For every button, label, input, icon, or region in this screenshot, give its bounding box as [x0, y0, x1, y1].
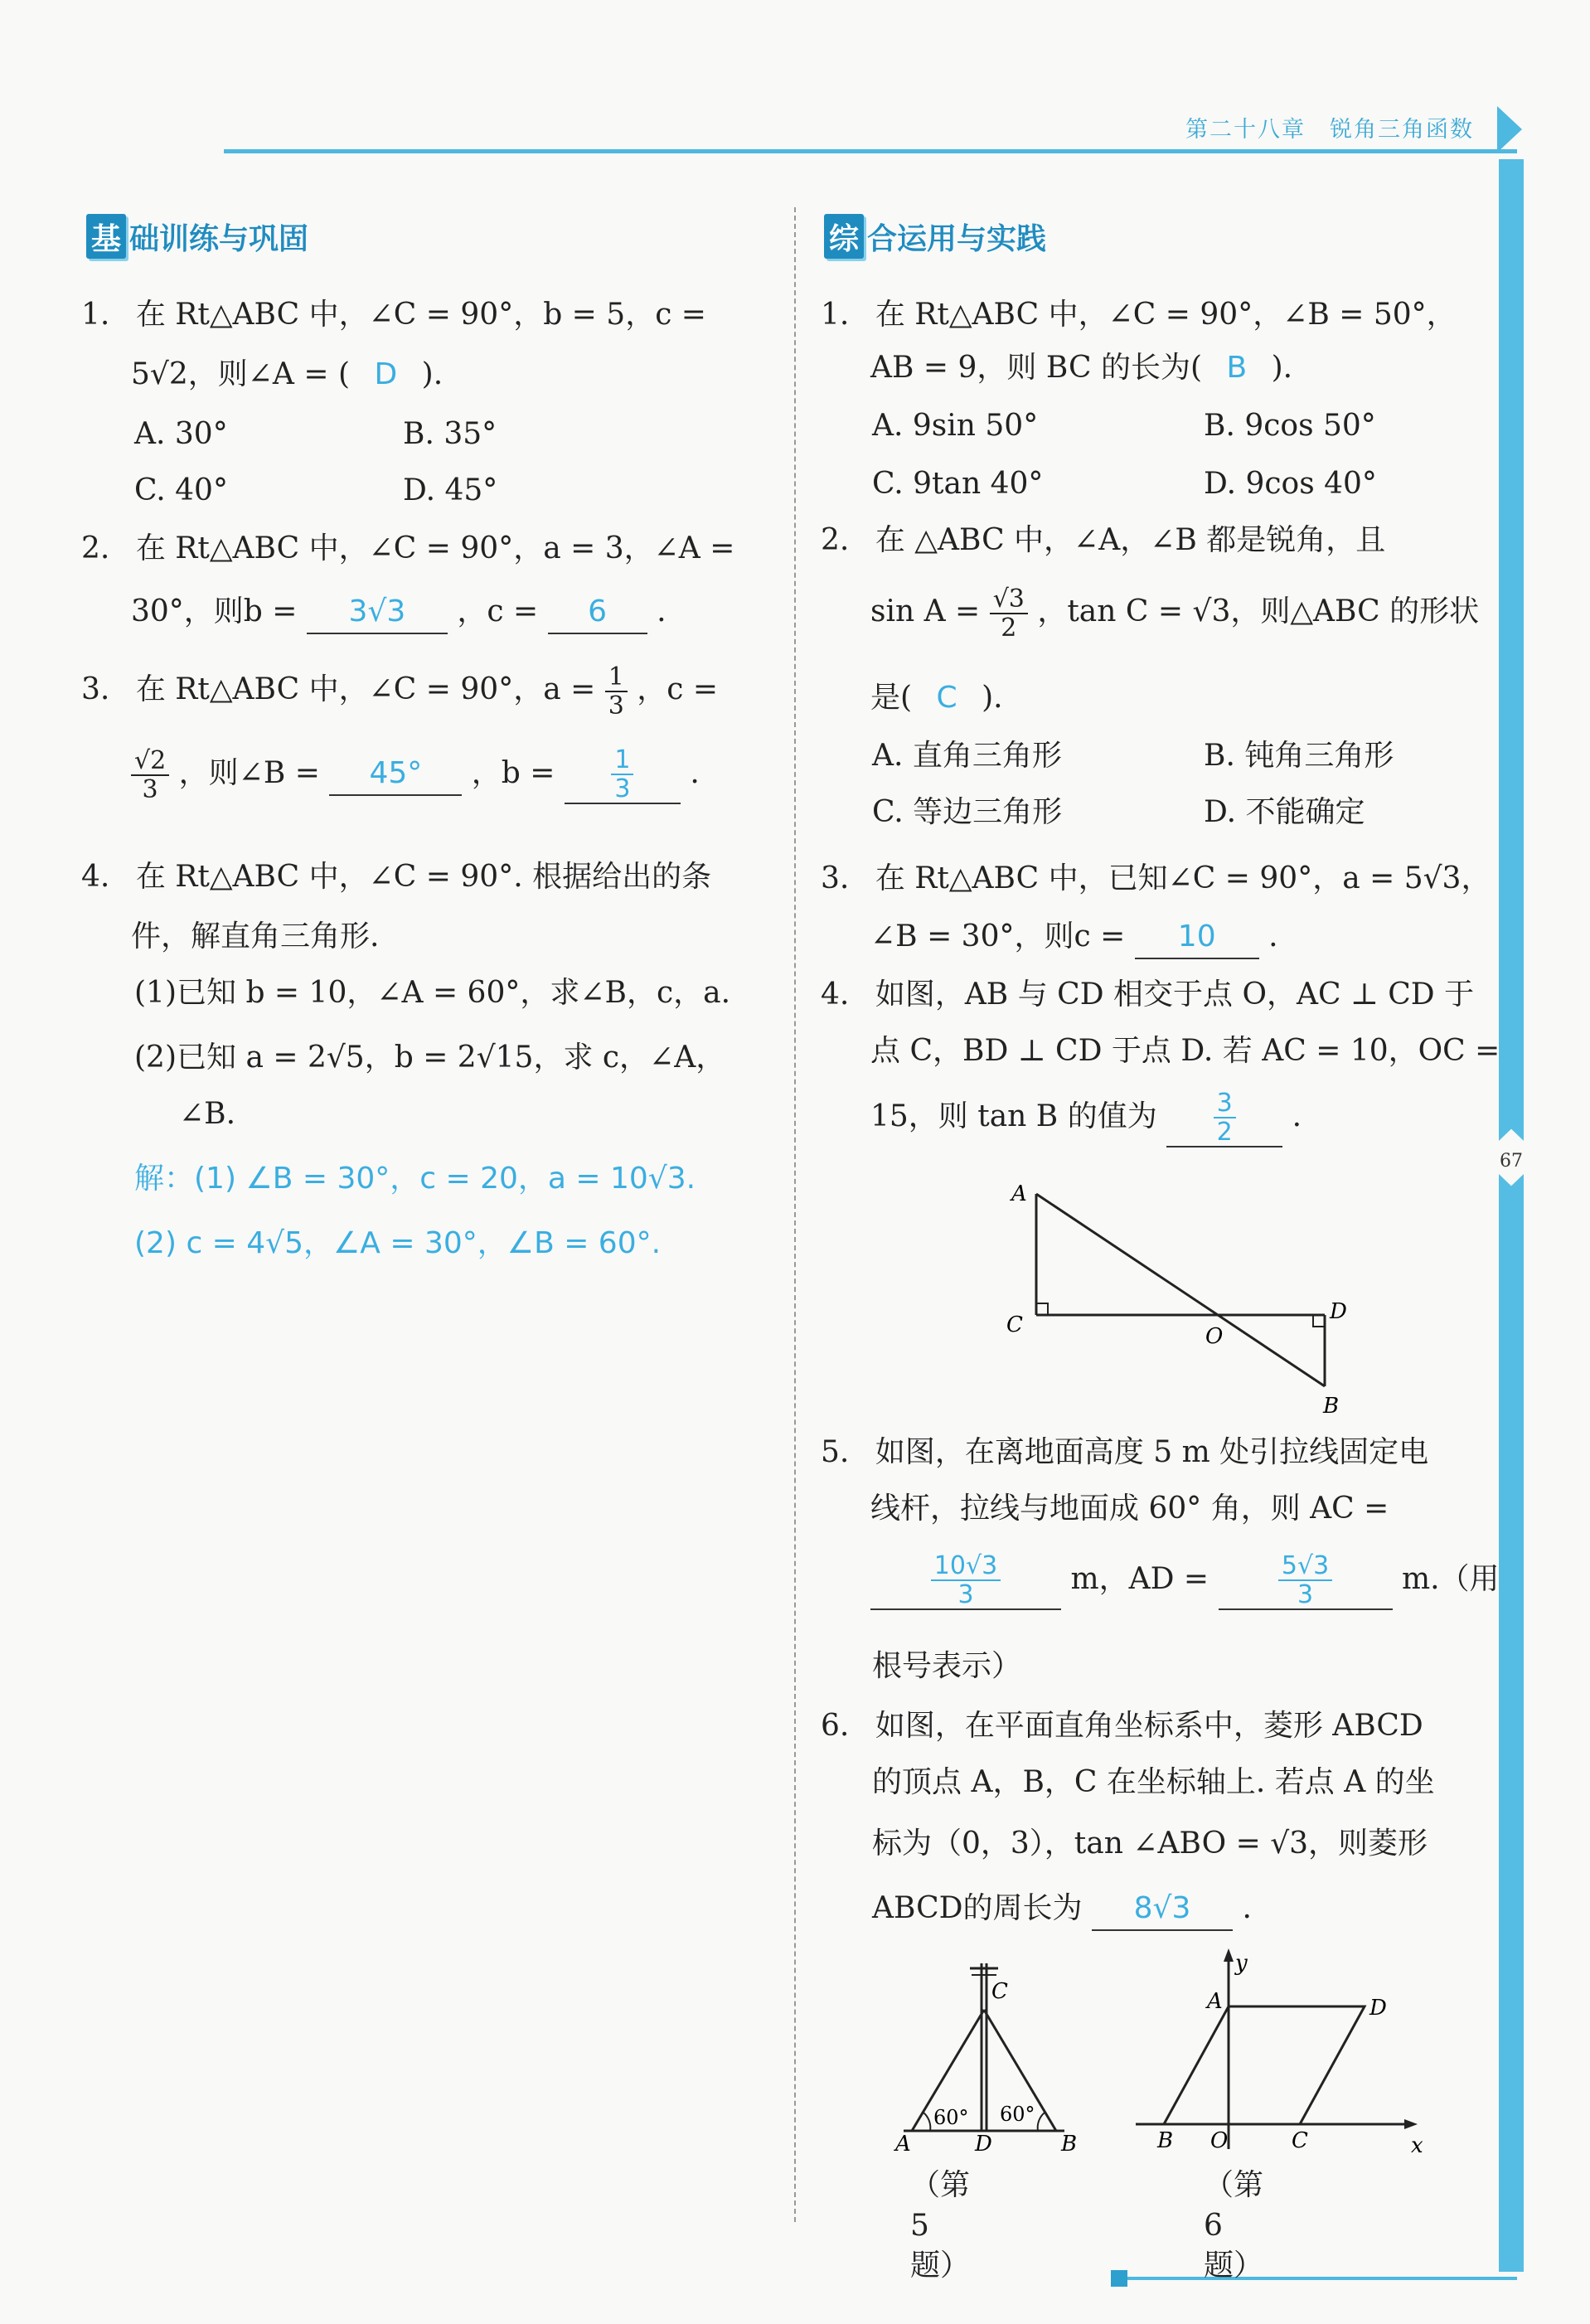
question-4-line-1: 4. 如图，AB 与 CD 相交于点 O，AC ⊥ CD 于	[821, 978, 1475, 1012]
question-5-line-2: 线杆，拉线与地面成 60° 角，则 AC =	[870, 1492, 1389, 1526]
question-2-line-1: 2. 在 Rt△ABC 中，∠C = 90°，a = 3，∠A =	[81, 531, 735, 565]
question-1-line-2: 5√2，则∠A = ( D ).	[131, 357, 444, 391]
angle-arc	[923, 2113, 930, 2131]
question-1-line-1: 1. 在 Rt△ABC 中，∠C = 90°，b = 5，c =	[81, 298, 706, 332]
label-O: O	[1205, 1324, 1224, 1349]
question-4-line-3: 15，则 tan B 的值为 $\frac{3}{2}$ .	[870, 1089, 1302, 1147]
header-rule	[224, 149, 1517, 153]
footer-rule	[1127, 2277, 1517, 2280]
fraction: $\frac{1}{3}$	[605, 663, 628, 720]
question-5-line-1: 5. 如图，在离地面高度 5 m 处引拉线固定电	[821, 1435, 1429, 1469]
label-y: y	[1235, 1951, 1248, 1976]
figure-6-caption: （第 6 题）	[1204, 2168, 1264, 2283]
x-axis-arrow	[1404, 2119, 1418, 2129]
option-c: C. 9tan 40°	[872, 467, 1044, 501]
label-D: D	[975, 2132, 992, 2156]
option-a: A. 直角三角形	[872, 739, 1062, 773]
figure-q6	[1127, 1948, 1426, 2156]
page-number: 67	[1500, 1151, 1523, 1172]
angle-arc	[1038, 2113, 1045, 2131]
question-1-line-1: 1. 在 Rt△ABC 中，∠C = 90°，∠B = 50°，	[821, 298, 1457, 332]
answer: $\frac{5√3}{3}$	[1278, 1552, 1332, 1608]
question-5-line-4: 根号表示）	[872, 1649, 1022, 1683]
column-divider	[794, 207, 796, 2222]
option-b: B. 9cos 50°	[1204, 409, 1376, 443]
y-axis-arrow	[1224, 1948, 1234, 1962]
solution-line-2: (2) c = 4√5，∠A = 30°，∠B = 60°.	[134, 1226, 662, 1260]
answer: 10	[1177, 919, 1216, 953]
question-1-line-2: AB = 9，则 BC 的长为( B ).	[870, 351, 1293, 385]
label-A: A	[1011, 1181, 1027, 1206]
section-title-text: 合运用与实践	[867, 221, 1047, 256]
solution-line-1: 解：(1) ∠B = 30°，c = 20，a = 10√3.	[134, 1162, 696, 1196]
option-c: C. 等边三角形	[872, 795, 1063, 829]
option-a: A. 9sin 50°	[872, 409, 1039, 443]
question-4-line-2: 点 C，BD ⊥ CD 于点 D. 若 AC = 10，OC =	[870, 1034, 1500, 1068]
edge-notch	[1499, 1121, 1524, 1141]
option-b: B. 35°	[403, 417, 497, 451]
label-A: A	[1207, 1989, 1223, 2014]
option-a: A. 30°	[134, 417, 228, 451]
answer: 45°	[369, 756, 423, 790]
question-6-line-2: 的顶点 A，B，C 在坐标轴上. 若点 A 的坐	[872, 1765, 1435, 1799]
answer: 3√3	[348, 594, 406, 628]
question-3-line-1: 3. 在 Rt△ABC 中，已知∠C = 90°，a = 5√3，	[821, 861, 1491, 895]
footer-square	[1111, 2270, 1127, 2287]
question-4-part-2: (2)已知 a = 2√5，b = 2√15，求 c，∠A，	[134, 1041, 726, 1075]
answer: 6	[588, 594, 608, 628]
section-title-box: 综	[824, 214, 864, 259]
label-C: C	[1006, 1312, 1023, 1337]
label-O: O	[1210, 2128, 1229, 2153]
question-2-line-1: 2. 在 △ABC 中，∠A，∠B 都是锐角，且	[821, 523, 1386, 557]
question-4-line-1: 4. 在 Rt△ABC 中，∠C = 90°. 根据给出的条	[81, 860, 712, 894]
rhombus-ABCD	[1164, 2006, 1365, 2124]
question-3-line-2: ∠B = 30°，则c = 10 .	[870, 917, 1278, 959]
question-4-part-1: (1)已知 b = 10，∠A = 60°，求∠B，c，a.	[134, 976, 731, 1010]
figure-q4	[995, 1177, 1376, 1418]
question-2-line-3: 是( C ).	[870, 681, 1003, 715]
edge-bar-bottom	[1499, 1194, 1524, 2272]
label-B: B	[1157, 2128, 1174, 2153]
chapter-header: 第二十八章 锐角三角函数	[1185, 117, 1474, 143]
question-4-line-2: 件，解直角三角形.	[131, 919, 380, 953]
answer: 8√3	[1133, 1891, 1191, 1925]
question-6-line-1: 6. 如图，在平面直角坐标系中，菱形 ABCD	[821, 1709, 1423, 1743]
answer: $\frac{1}{3}$	[611, 746, 633, 803]
option-b: B. 钝角三角形	[1204, 739, 1394, 773]
question-6-line-4: ABCD的周长为 8√3 .	[872, 1889, 1252, 1931]
question-6-line-3: 标为（0，3），tan ∠ABO = √3，则菱形	[872, 1827, 1428, 1861]
segment-AB	[1036, 1194, 1325, 1386]
section-title-basic	[86, 214, 308, 259]
label-C: C	[1292, 2128, 1308, 2153]
option-d: D. 不能确定	[1204, 795, 1365, 829]
answer: $\frac{3}{2}$	[1214, 1089, 1236, 1146]
section-title-text: 础训练与巩固	[129, 221, 309, 256]
section-title-applied	[824, 214, 1046, 259]
label-A: A	[895, 2132, 911, 2156]
question-3-line-1: 3. 在 Rt△ABC 中，∠C = 90°，a = $\frac{1}{3}$ ，c =	[81, 662, 719, 720]
angle-label-2: 60°	[1000, 2103, 1035, 2126]
label-B: B	[1323, 1394, 1340, 1418]
answer: B	[1226, 351, 1248, 385]
label-x: x	[1411, 2133, 1423, 2156]
label-D: D	[1369, 1996, 1387, 2021]
section-title-box: 基	[86, 214, 126, 259]
question-3-line-2: $\frac{√2}{3}$ ，则∠B = 45° ，b = $\frac{1}{3}$ .	[131, 746, 700, 804]
label-C: C	[991, 1979, 1008, 2004]
edge-notch	[1499, 1174, 1524, 1194]
figure-5-caption: （第 5 题）	[910, 2168, 971, 2283]
option-d: D. 9cos 40°	[1204, 467, 1377, 501]
option-d: D. 45°	[403, 473, 498, 507]
header-arrow-tab	[1497, 106, 1522, 153]
answer: C	[936, 681, 957, 715]
answer: D	[374, 357, 398, 391]
answer: $\frac{10√3}{3}$	[931, 1552, 1001, 1608]
question-4-part-2-cont: ∠B.	[179, 1097, 236, 1131]
fraction: $\frac{√2}{3}$	[131, 747, 169, 803]
angle-label-1: 60°	[933, 2106, 969, 2129]
question-2-line-2: 30°，则b = 3√3 ，c = 6 .	[131, 592, 667, 634]
question-2-line-2: sin A = $\frac{√3}{2}$ ，tan C = √3，则△ABC 的形状	[870, 585, 1480, 643]
right-angle-C	[1036, 1303, 1048, 1315]
question-5-line-3: $\frac{10√3}{3}$ m，AD = $\frac{5√3}{3}$ m.（用	[870, 1552, 1500, 1610]
label-D: D	[1330, 1299, 1347, 1324]
fraction: $\frac{√3}{2}$	[990, 585, 1028, 642]
label-B: B	[1061, 2132, 1078, 2156]
right-angle-D	[1313, 1315, 1325, 1327]
option-c: C. 40°	[134, 473, 228, 507]
figure-q5	[887, 1957, 1086, 2156]
edge-bar-top	[1499, 159, 1524, 1121]
